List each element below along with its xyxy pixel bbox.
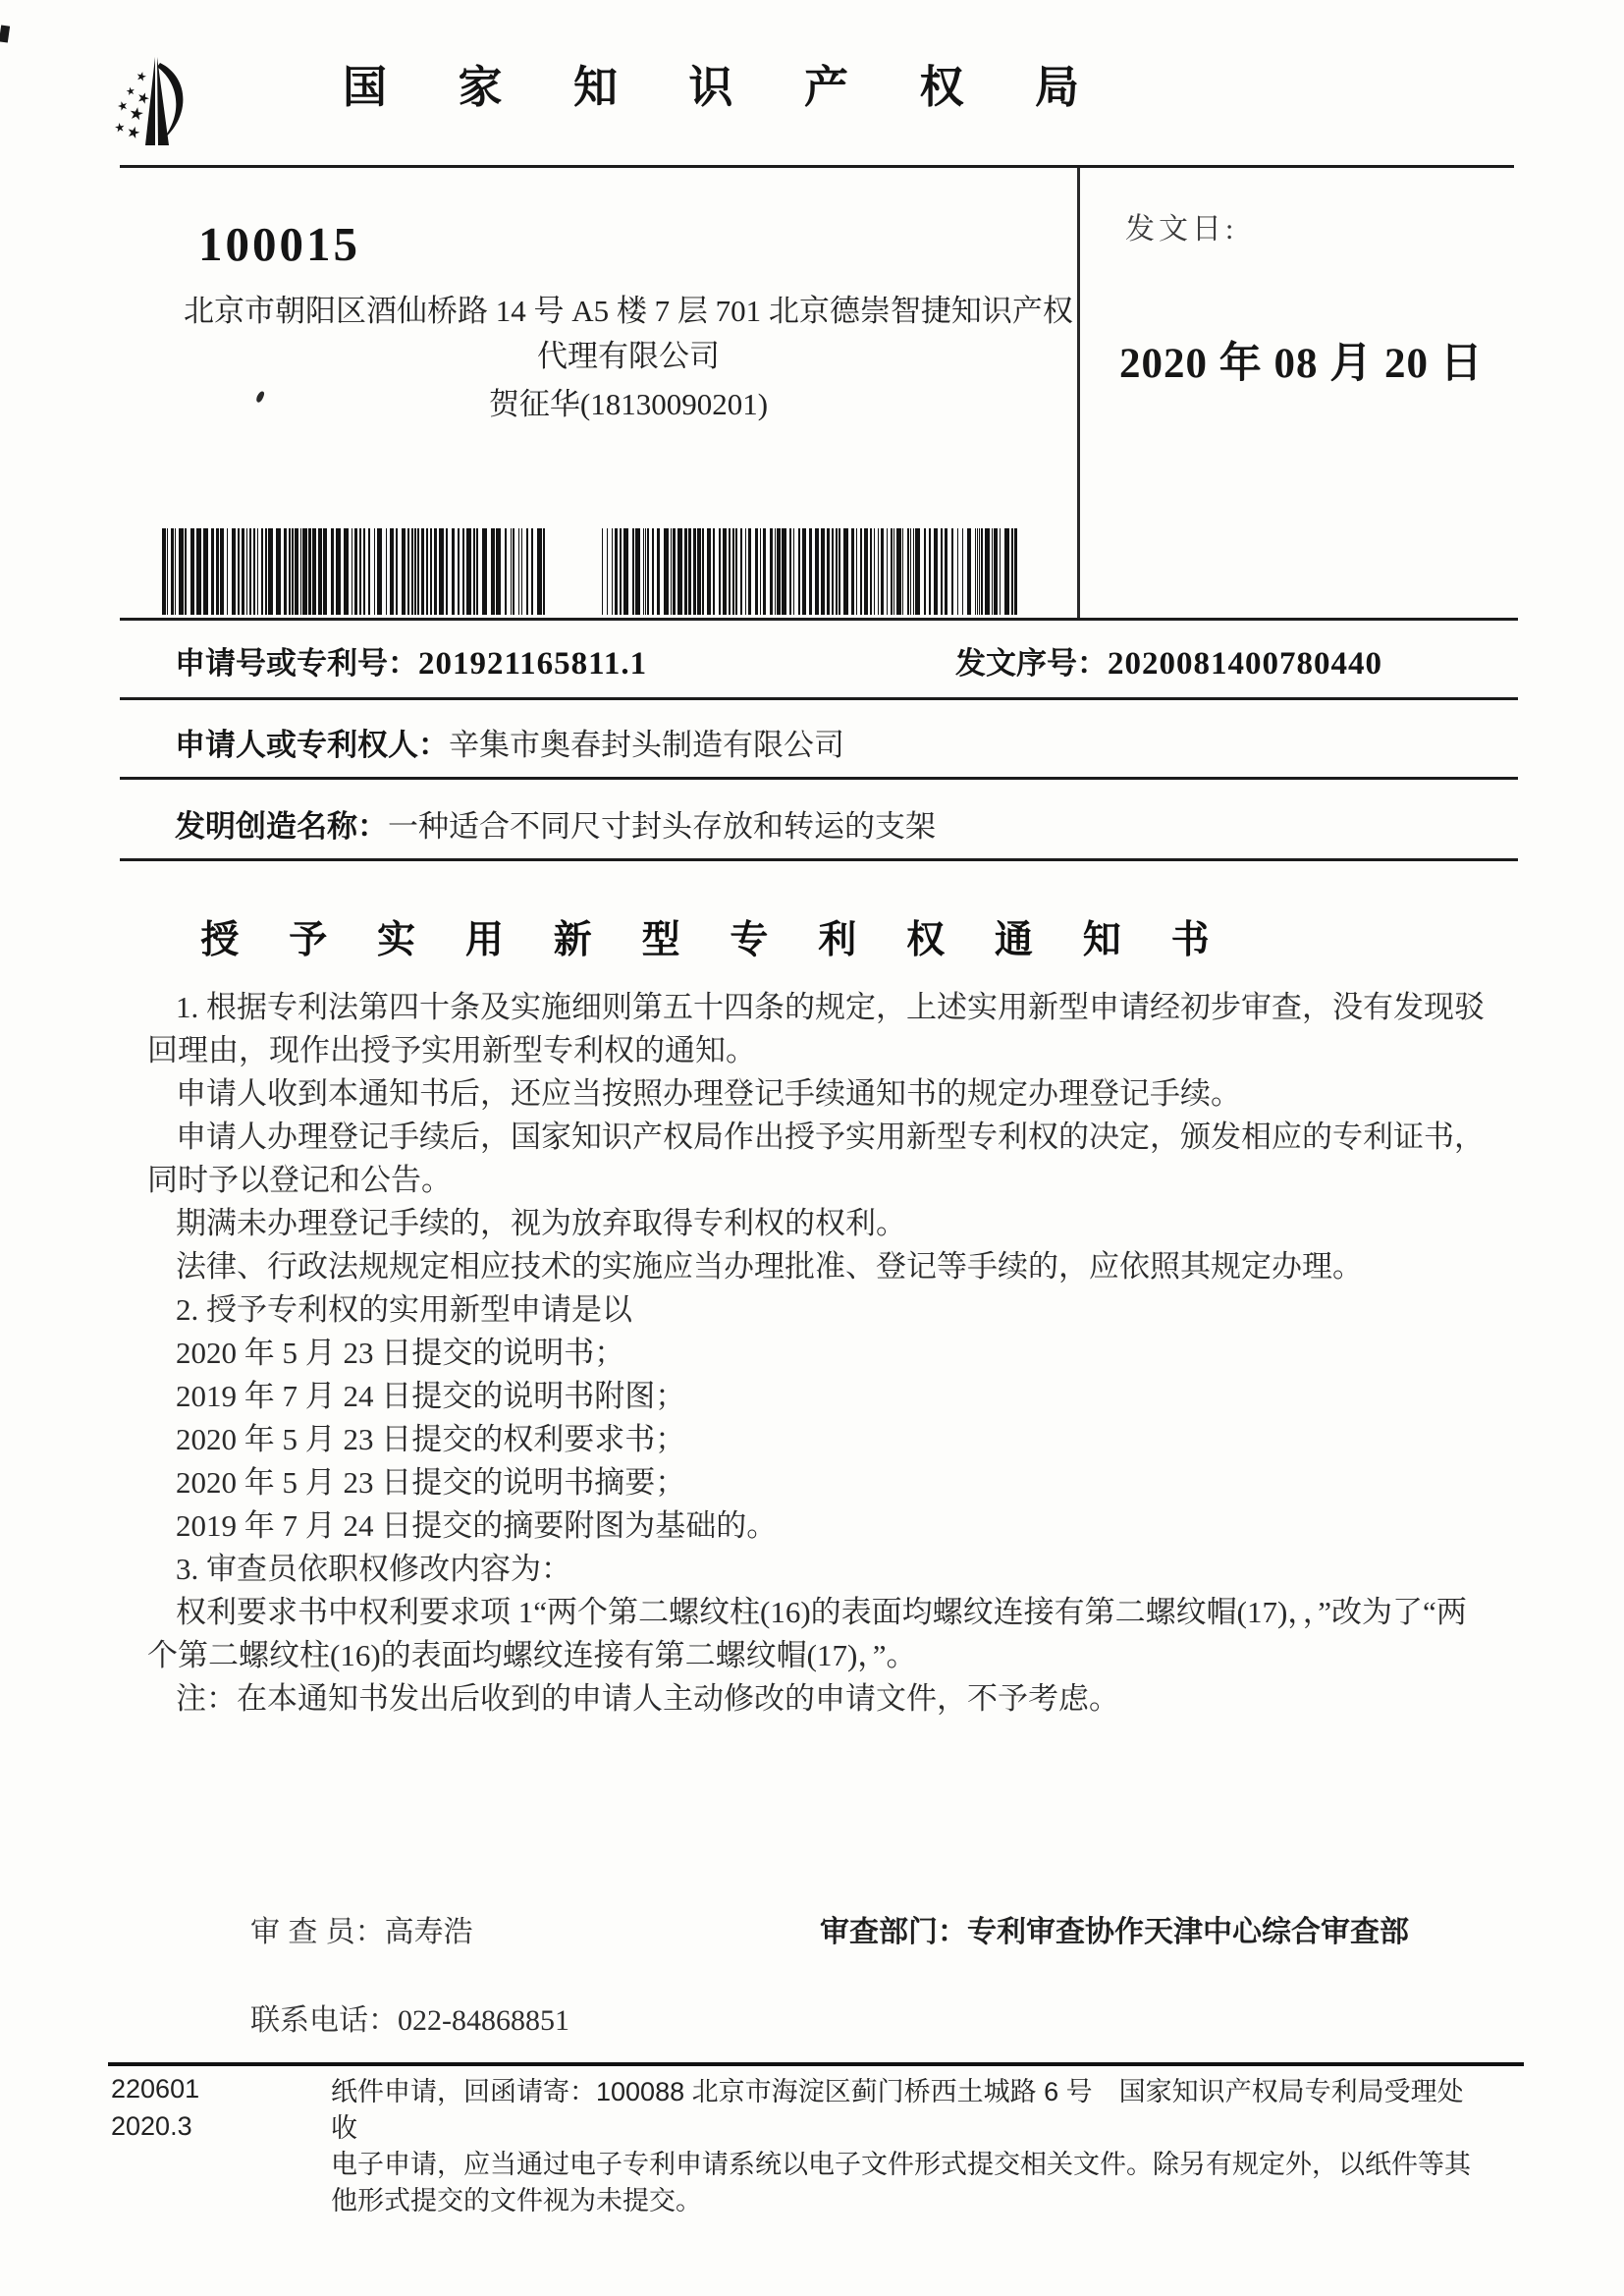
phone-label: 联系电话： [250, 2004, 398, 2037]
dispatch-box-border [1077, 168, 1080, 620]
amendment-note: 注：在本通知书发出后收到的申请人主动修改的申请文件，不予考虑。 [176, 1681, 1119, 1716]
basis-item: 2019 年 7 月 24 日提交的摘要附图为基础的。 [176, 1508, 778, 1543]
footer-rule [108, 2062, 1524, 2066]
application-number-barcode [162, 528, 551, 615]
recipient-address: 北京市朝阳区酒仙桥路 14 号 A5 楼 7 层 701 北京德崇智捷知识产权代理有限公司 [184, 294, 1073, 373]
application-number-value: 201921165811.1 [418, 646, 648, 682]
separator-rule-2 [120, 697, 1518, 700]
footer-paper-line: 纸件申请，回函请寄：100088 北京市海淀区蓟门桥西土城路 6 号 国家知识产权局专利局受理处收 [331, 2077, 1464, 2143]
amendment-heading: 3. 审查员依职权修改内容为： [176, 1552, 571, 1586]
department-label: 审查部门： [820, 1916, 967, 1948]
department-row [820, 1907, 1409, 1950]
dispatch-date-value: 2020 年 08 月 20 日 [1119, 341, 1484, 387]
invention-name-value: 一种适合不同尺寸封头存放和转运的支架 [388, 809, 936, 844]
basis-intro: 2. 授予专利权的实用新型申请是以 [176, 1292, 632, 1327]
serial-number-barcode [602, 528, 1020, 615]
applicant-label: 申请人或专利权人： [175, 728, 449, 762]
notice-paragraph: 1. 根据专利法第四十条及实施细则第五十四条的规定，上述实用新型申请经初步审查，没有发现驳回理由，现作出授予实用新型专利权的通知。 [147, 990, 1485, 1067]
applicant-row [175, 720, 844, 764]
phone-row [250, 1995, 569, 2039]
examiner-name: 高寿浩 [384, 1916, 473, 1948]
footer-electronic-line: 电子申请，应当通过电子专利申请系统以电子文件形式提交相关文件。除另有规定外，以纸件等其他形式提交的文件视为未提交。 [331, 2150, 1471, 2215]
agency-title: 国 家 知 识 产 权 局 [342, 62, 1109, 112]
basis-item: 2020 年 5 月 23 日提交的说明书摘要； [176, 1465, 686, 1500]
application-number-row [175, 638, 647, 683]
basis-item: 2020 年 5 月 23 日提交的权利要求书； [176, 1422, 686, 1456]
basis-item: 2020 年 5 月 23 日提交的说明书； [176, 1336, 625, 1370]
header-rule [120, 165, 1514, 168]
form-code: 220601 [111, 2074, 200, 2104]
examiner-label: 审 查 员： [250, 1916, 385, 1948]
separator-rule-3 [120, 777, 1518, 780]
notice-paragraph: 申请人办理登记手续后，国家知识产权局作出授予实用新型专利权的决定，颁发相应的专利证书，同时予以登记和公告。 [147, 1120, 1485, 1197]
phone-value: 022-84868851 [398, 2004, 569, 2037]
footer-instructions [331, 2074, 1478, 2219]
application-number-label: 申请号或专利号： [175, 646, 418, 681]
serial-number-value: 2020081400780440 [1108, 646, 1382, 682]
notice-paragraph: 法律、行政法规规定相应技术的实施应当办理批准、登记等手续的，应依照其规定办理。 [176, 1249, 1363, 1284]
separator-rule-4 [120, 858, 1518, 861]
department-value: 专利审查协作天津中心综合审查部 [967, 1916, 1409, 1948]
amendment-body: 权利要求书中权利要求项 1“两个第二螺纹柱(16)的表面均螺纹连接有第二螺纹帽(17)，，”改为了“两个第二螺纹柱(16)的表面均螺纹连接有第二螺纹帽(17)，”。 [147, 1595, 1467, 1672]
notice-title: 授 予 实 用 新 型 专 利 权 通 知 书 [200, 919, 1229, 961]
scan-speck [0, 25, 10, 42]
notice-paragraph: 申请人收到本通知书后，还应当按照办理登记手续通知书的规定办理登记手续。 [176, 1076, 1241, 1111]
separator-rule-1 [120, 618, 1518, 621]
serial-number-row [955, 638, 1382, 683]
recipient-contact: 贺征华(18130090201) [488, 387, 769, 421]
notice-body [147, 986, 1489, 1721]
invention-name-label: 发明创造名称： [175, 809, 388, 844]
basis-item: 2019 年 7 月 24 日提交的说明书附图； [176, 1379, 686, 1413]
serial-number-label: 发文序号： [955, 646, 1108, 681]
recipient-postal-code: 100015 [198, 217, 360, 271]
applicant-value: 辛集市奥春封头制造有限公司 [449, 728, 844, 762]
invention-name-row [175, 801, 936, 846]
dispatch-date-label: 发文日: [1125, 213, 1238, 246]
examiner-row [250, 1907, 473, 1950]
notice-paragraph: 期满未办理登记手续的，视为放弃取得专利权的权利。 [176, 1206, 906, 1240]
form-version: 2020.3 [111, 2111, 192, 2141]
